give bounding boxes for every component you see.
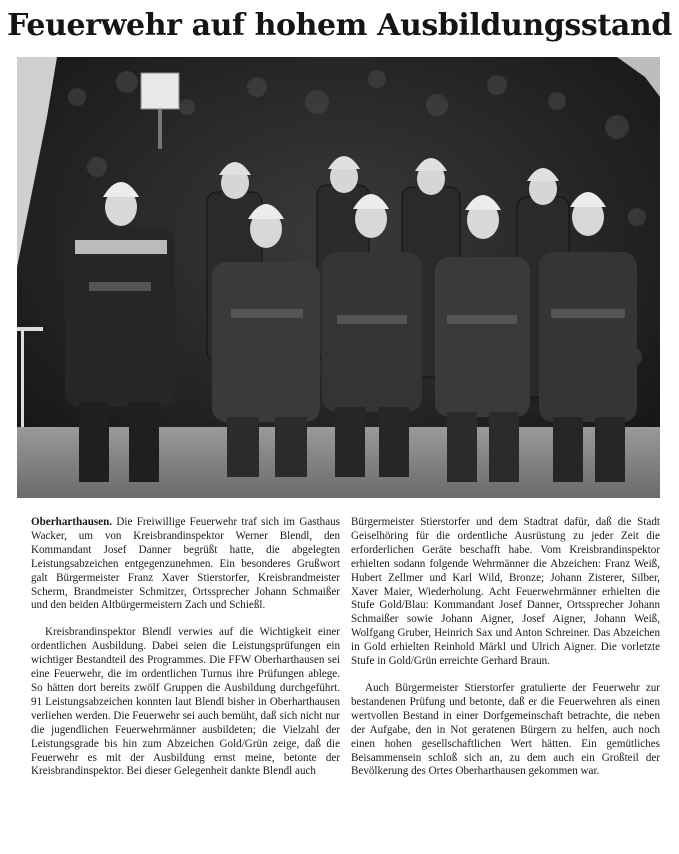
paragraph: Kreisbrandinspektor Blendl verwies auf die Wichtigkeit einer ordentlichen Ausbildung. Dabei seien die Leistungsprüfungen ein wichtiger Bestandteil des Programmes. Die FFW Oberharthausen sei eine Feuerwehr, die im ordentlichen Turnus ihre Prüfungen ablege. So hätten dort bereits zwölf Gruppen die Ausbildung durchgeführt. 91 Leistungsabzeichen konnten laut Blendl bisher in Oberharthausen verliehen werden. Die Feuerwehr sei auch bemüht, daß sich nicht nur die jugendlichen Feuerwehrmänner ausbildeten; die Vielzahl der Leistungsgrade bis hin zum Abzeichen Gold/Grün zeige, daß die Feuerwehr es mit der Ausbildung ernst meine, betonte der Kreisbrandinspektor. Bei dieser Gelegenheit dankte Blendl auch [31,626,340,778]
paragraph-intro [31,516,340,613]
photo-group-firefighters [17,57,660,498]
paragraph: Auch Bürgermeister Stierstorfer gratulierte der Feuerwehr zur bestandenen Prüfung und betonte, daß er die Feuerwehren als einen wertvollen Bestand in einer Dorfgemeinschaft betrachte, die neben der Aufgabe, den in Not geratenen Bürgern zu helfen, auch noch einen hohen gesellschaftlichen Wert hätten. Ein gemütliches Beisammensein schloß sich an, zu dem auch ein Großteil der Bevölkerung des Ortes Oberharthausen gekommen war. [351,681,660,778]
paragraph: Bürgermeister Stierstorfer und dem Stadtrat dafür, daß die Stadt Geiselhöring für die ordentliche Ausrüstung zu jeder Zeit die erforderlichen Geräte beschafft habe. Vom Kreisbrandinspektor erhielten sodann folgende Wehrmänner die Abzeichen: Franz Weiß, Hubert Zellmer und Karl Wild, Bronze; Johann Zisterer, Silber, Xaver Maier, Wiederholung. Acht Feuerwehrmänner erhielten die Stufe Gold/Blau: Kommandant Josef Danner, Ortssprecher Johann Schmaißer sowie Johann Aigner, Josef Aigner, Johann Weiß, Wolfgang Gruber, Heinrich Sax und Anton Schreiner. Das Abzeichen in Gold erhielten Reinhold Märkl und Ulrich Aigner. Die vorletzte Stufe in Gold/Grün erreichte Gerhard Braun. [351,516,660,668]
article-left-column [31,516,340,779]
headline: Feuerwehr auf hohem Ausbildungsstand [7,8,672,43]
dateline: Oberharthausen. [31,516,113,528]
paragraph-text: Die Freiwillige Feuerwehr traf sich im Gasthaus Wacker, um von Kreisbrandinspektor Werner Blendl, den Kommandant Josef Danner begrüßt hatte, die abgelegten Leistungsabzeichen entgegenzunehmen. Ein besonderes Grußwort galt Bürgermeister Franz Xaver Stierstorfer, Kreisbrandmeister Scherm, Brandmeister Schmitzer, Ortssprecher Johann Schmaißer und den beiden Altbürgermeistern Zach und Schießl. [31,516,340,612]
article-right-column [351,516,660,779]
